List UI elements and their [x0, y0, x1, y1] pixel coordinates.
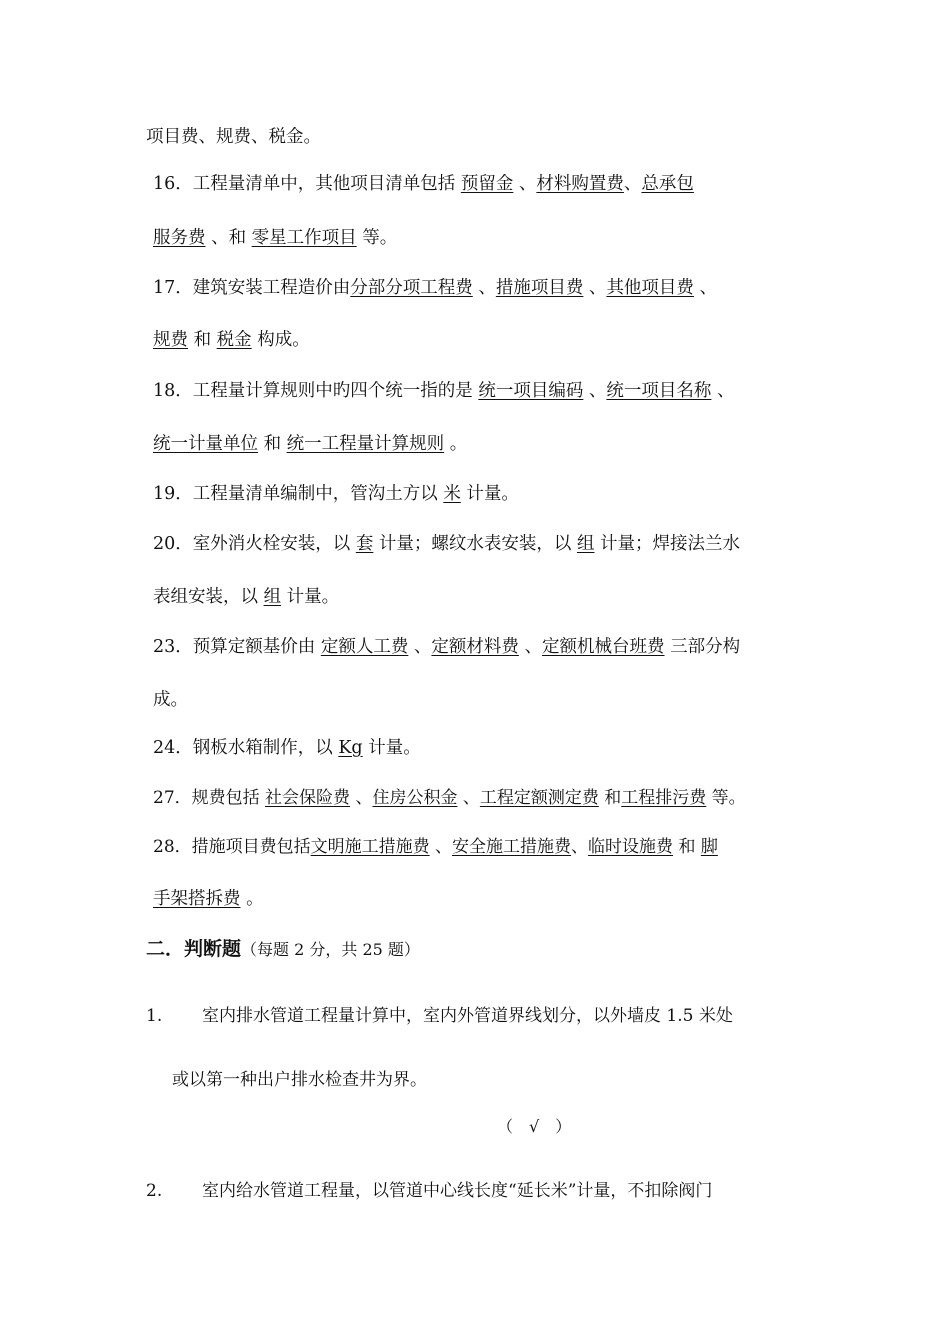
answer-mark: [497, 1114, 571, 1137]
section-note: （每题 2 分，共 25 题）: [241, 940, 420, 959]
answer-blank: 税金: [216, 330, 252, 350]
question-24: [153, 736, 421, 760]
text: 19．工程量清单编制中，管沟土方以: [153, 484, 444, 504]
question-23-cont: [153, 688, 188, 712]
text-line: [146, 125, 321, 149]
section-heading: [146, 937, 420, 962]
text: 项目费、规费、税金。: [146, 127, 321, 147]
text: 。: [240, 889, 264, 909]
answer-blank: 统一项目名称: [606, 381, 712, 401]
question-text: 或以第一种出户排水检查井为界。: [172, 1070, 427, 1090]
judgment-question-2: [146, 1179, 712, 1203]
judgment-question-1-cont: [172, 1068, 427, 1092]
answer-blank: 工程定额测定费: [479, 788, 599, 808]
question-18-cont: [153, 432, 467, 456]
text: 和: [673, 837, 701, 857]
question-19: [153, 482, 519, 506]
answer-blank: 措施项目费: [495, 278, 584, 298]
text: 成。: [153, 690, 188, 710]
answer-blank: 临时设施费: [588, 837, 674, 857]
section-title: 二．判断题: [146, 938, 242, 960]
text: 、: [350, 788, 373, 808]
text: 等。: [356, 228, 398, 248]
text: 计量；焊接法兰水: [594, 534, 741, 554]
answer-blank: 零星工作项目: [251, 228, 357, 248]
text: 18．工程量计算规则中旳四个统一指的是: [153, 381, 479, 401]
question-number: 1.: [146, 1006, 163, 1026]
text: 、: [711, 381, 735, 401]
text: 、: [518, 637, 542, 657]
question-number: 2.: [146, 1181, 163, 1201]
answer-blank: 定额材料费: [431, 637, 519, 657]
text: 16．工程量清单中，其他项目清单包括: [153, 174, 461, 194]
text: 、: [583, 381, 607, 401]
text: 、: [457, 788, 480, 808]
text: 、: [472, 278, 496, 298]
question-18: [153, 379, 735, 403]
text: 三部分构: [664, 637, 741, 657]
text: 27．规费包括: [153, 788, 266, 808]
text: 、: [429, 837, 453, 857]
question-28: [153, 835, 718, 859]
question-16: [153, 172, 694, 196]
answer-blank: 安全施工措施费: [452, 837, 572, 857]
answer-blank: 其他项目费: [606, 278, 694, 298]
question-16-cont: [153, 226, 397, 250]
question-28-cont: [153, 887, 264, 911]
question-text: 室内排水管道工程量计算中，室内外管道界线划分，以外墙皮 1.5 米处: [202, 1006, 733, 1026]
text: 20．室外消火栓安装，以: [153, 534, 356, 554]
text: 28．措施项目费包括: [153, 837, 311, 857]
text: 计量。: [460, 484, 519, 504]
answer-blank: 套: [355, 534, 374, 554]
question-20: [153, 532, 740, 556]
answer-blank: 服务费: [153, 228, 206, 248]
answer-blank: 统一项目编码: [478, 381, 584, 401]
text: 、: [513, 174, 537, 194]
question-text: 室内给水管道工程量，以管道中心线长度“延长米”计量，不扣除阀门: [202, 1181, 713, 1201]
answer-blank: Kg: [338, 738, 363, 758]
answer-blank: 总承包: [641, 174, 694, 194]
question-20-cont: [153, 585, 339, 609]
text: 和: [258, 434, 287, 454]
text: 。: [444, 434, 468, 454]
text: 、: [583, 278, 607, 298]
text: 、: [623, 174, 642, 194]
answer-blank: 工程排污费: [621, 788, 707, 808]
text: 表组安装，以: [153, 587, 264, 607]
answer-blank: 组: [576, 534, 595, 554]
answer-blank: 文明施工措施费: [310, 837, 430, 857]
text: 、: [693, 278, 718, 298]
answer-blank: 社会保险费: [265, 788, 351, 808]
answer-blank: 规费: [153, 330, 188, 350]
text: 和: [598, 788, 622, 808]
text: 等。: [706, 788, 746, 808]
question-27: [153, 786, 746, 810]
text: 23．预算定额基价由: [153, 637, 321, 657]
answer-blank: 材料购置费: [536, 174, 624, 194]
answer-blank: 脚: [700, 837, 718, 857]
answer-blank: 统一计量单位: [153, 434, 258, 454]
answer-blank: 定额机械台班费: [542, 637, 665, 657]
answer-blank: 住房公积金: [372, 788, 458, 808]
text: 24．钢板水箱制作，以: [153, 738, 339, 758]
answer-blank: 米: [443, 484, 461, 504]
text: 构成。: [251, 330, 310, 350]
text: 计量。: [362, 738, 421, 758]
text: 17．建筑安装工程造价由: [153, 278, 351, 298]
question-23: [153, 635, 740, 659]
answer-blank: 分部分项工程费: [350, 278, 473, 298]
question-17: [153, 276, 717, 300]
text: 计量。: [281, 587, 340, 607]
question-17-cont: [153, 328, 310, 352]
answer-blank: 定额人工费: [320, 637, 409, 657]
text: 和: [188, 330, 217, 350]
answer-text: （ √ ）: [497, 1117, 572, 1136]
answer-blank: 手架搭拆费: [153, 889, 241, 909]
answer-blank: 组: [263, 587, 282, 607]
judgment-question-1: [146, 1004, 733, 1028]
text: 计量；螺纹水表安装，以: [373, 534, 577, 554]
answer-blank: 统一工程量计算规则: [286, 434, 445, 454]
answer-blank: 预留金: [460, 174, 514, 194]
text: 、和: [205, 228, 252, 248]
text: 、: [571, 837, 589, 857]
text: 、: [408, 637, 432, 657]
